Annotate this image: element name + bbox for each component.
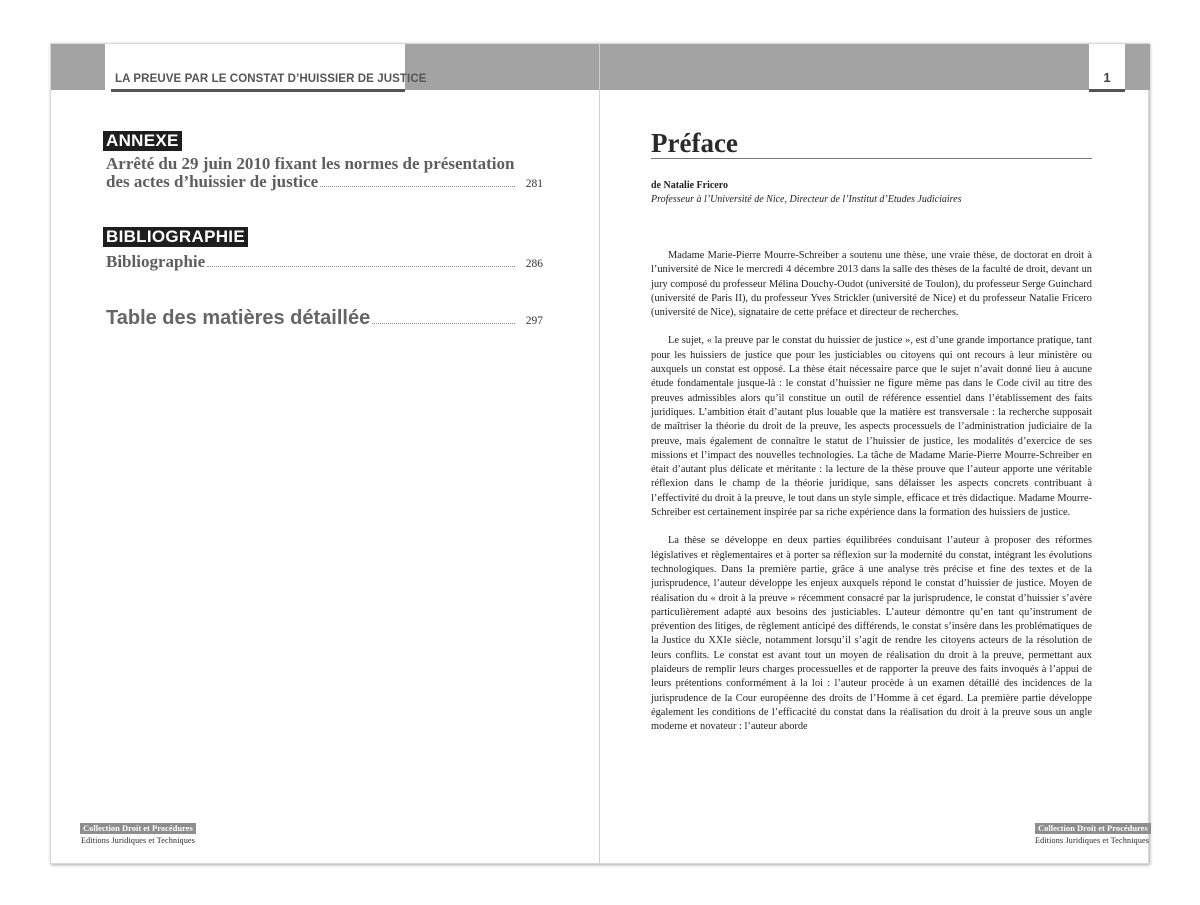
leader-dots — [320, 185, 515, 187]
right-page — [599, 44, 1150, 863]
title-rule — [651, 158, 1092, 159]
toc-page-number: 286 — [525, 258, 543, 270]
toc-entry-label: Bibliographie — [106, 252, 206, 271]
toc-entry-label: Table des matières détaillée — [106, 307, 371, 329]
toc-entry-arrete[interactable] — [106, 155, 543, 193]
page-title: Préface — [651, 128, 738, 158]
publisher-name: Editions Juridiques et Techniques — [1035, 836, 1150, 845]
toc-entry-line2: des actes d’huissier de justice — [106, 172, 319, 191]
section-label-bibliographie: BIBLIOGRAPHIE — [103, 227, 248, 247]
author-role: Professeur à l’Université de Nice, Directeur de l’Institut d’Etudes Judiciaires — [651, 194, 962, 205]
leader-dots — [207, 265, 515, 267]
section-label-annexe: ANNEXE — [103, 131, 182, 151]
leader-dots — [372, 322, 515, 324]
author-name: de Natalie Fricero — [651, 180, 729, 191]
toc-page-number: 297 — [525, 315, 543, 327]
paragraph: Madame Marie-Pierre Mourre-Schreiber a soutenu une thèse, une vraie thèse, de doctorat en droit à l’université de Nice le mercredi 4 décembre 2013 dans la salle des thèses de la faculté de droit, devant un jury composé du professeur Mélina Douchy-Oudot (université de Toulon), du professeur Serge Guinchard (université de Paris II), du professeur Yves Strickler (université de Nice) et du professeur Natalie Fricero (université de Nice), signataire de cette préface et directeur de recherches. — [651, 250, 1092, 319]
toc-entry-table-detaillee[interactable] — [106, 309, 543, 330]
paragraph: La thèse se développe en deux parties équilibrées conduisant l’auteur à proposer des réformes législatives et règlementaires et à porter sa réflexion sur la modernité du constat, intégrant les évolutions technologiques. Dans la première partie, grâce à une analyse très précise et fine des textes et de la jurisprudence, l’auteur développe les enjeux auxquels répond le constat d’huissier de justice. Moyen de réalisation du « droit à la preuve » récemment consacré par la jurisprudence, le constat d’huissier s’avère particulièrement adapté aux besoins des justiciables. L’auteur démontre qu’en tant qu’instrument de prévention des litiges, de règlement anticipé des différends, le constat s’insère dans les problématiques de la Justice du XXIe siècle, notamment lorsqu’il s’agit de rendre les citoyens acteurs de la résolution de leurs conflits. Le constat est avant tout un moyen de réalisation du droit à la preuve, permettant aux plaideurs de remplir leurs charges processuelles et de rapporter la preuve des faits invoqués à l’appui de leurs prétentions conformément à la loi : l’auteur procède à un examen détaillé des incidences de la jurisprudence de la Cour européenne des droits de l’Homme à cet égard. La première partie développe également les conditions de l’efficacité du constat dans la réalisation du droit à la preuve sous un angle moderne et novateur : l’auteur aborde — [651, 535, 1092, 733]
running-head-rule — [111, 89, 405, 92]
preface-body — [651, 249, 1092, 749]
paragraph: Le sujet, « la preuve par le constat du huissier de justice », est d’une grande importance pratique, tant pour les huissiers de justice que pour les justiciables ou citoyens qui ont recours à leur ministère ou auxquels un constat est opposé. La thèse était nécessaire parce que le sujet n’avait donné lieu à aucune étude fondamentale jusque-là : le constat d’huissier ne figure même pas dans le Code civil au titre des preuves admissibles alors qu’il constitue un outil de référence essentiel dans l’établissement des faits juridiques. L’ambition était d’autant plus louable que la matière est transversale : la recherche supposait de maîtriser la théorie du droit de la preuve, les aspects processuels de l’administration judiciaire de la preuve, mais également de connaître le statut de l’huissier de justice, les modalités d’exercice de ses missions et l’impact des nouvelles technologies. La tâche de Madame Marie-Pierre Mourre-Schreiber en était d’autant plus délicate et méritante : la lecture de la thèse prouve que l’auteur apporte une véritable réflexion dans le champ de la théorie juridique, sans délaisser les aspects concrets contribuant à l’effectivité du droit à la preuve, le tout dans un style simple, efficace et très didactique. Madame Mourre-Schreiber est certainement inspirée par sa riche expérience dans la formation des huissiers de justice. — [651, 335, 1092, 519]
toc-entry-bibliographie[interactable] — [106, 253, 543, 273]
page-number-box — [1089, 44, 1125, 92]
page-number: 1 — [1103, 70, 1111, 85]
book-spread — [50, 43, 1149, 864]
publisher-name: Editions Juridiques et Techniques — [81, 836, 196, 845]
header-band — [600, 44, 1150, 90]
running-head-text: LA PREUVE PAR LE CONSTAT D’HUISSIER DE JUSTICE — [115, 73, 427, 85]
toc-entry-line1: Arrêté du 29 juin 2010 fixant les normes de présentation — [106, 154, 515, 173]
left-page — [51, 44, 599, 863]
running-head — [105, 44, 427, 92]
toc-page-number: 281 — [525, 178, 543, 190]
collection-badge: Collection Droit et Procédures — [1035, 823, 1151, 834]
page-number-rule — [1089, 89, 1125, 92]
collection-badge: Collection Droit et Procédures — [80, 823, 196, 834]
